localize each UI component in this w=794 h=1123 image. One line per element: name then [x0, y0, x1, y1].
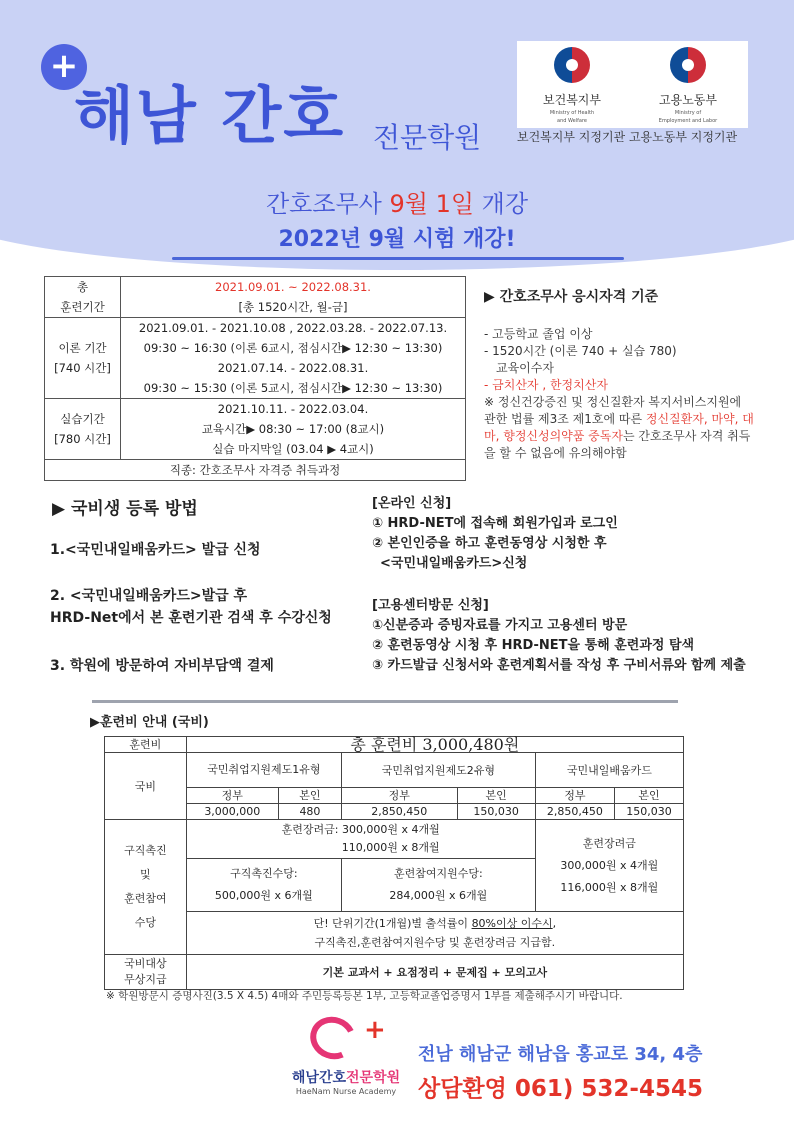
logo2-english-1: Ministry of: [674, 110, 702, 116]
theory-time-2: 09:30 ~ 15:30 (이론 5교시, 점심시간▶ 12:30 ~ 13:30): [143, 381, 443, 395]
logo-name-part: 전문학원: [346, 1070, 401, 1086]
training-allowance: [341, 859, 535, 912]
address: 전남 해남군 해남읍 홍교로 34, 4층: [418, 1044, 703, 1065]
theory-period-label: [45, 318, 121, 399]
online-item: <국민내일배움카드>신청: [380, 556, 528, 571]
qualification-item: - 고등학교 졸업 이상: [484, 327, 593, 341]
fee-title: ▶훈련비 안내 (국비): [90, 715, 209, 730]
label-line: 구직촉진: [124, 844, 167, 857]
logo2-english-2: Employment and Labor: [658, 118, 718, 124]
qualification-item: 교육이수자: [496, 361, 554, 375]
gov-header: 정부: [535, 788, 614, 804]
allowance-line: 284,000원 x 6개월: [389, 889, 488, 902]
type3-self: 150,030: [615, 804, 684, 820]
fee-type-2: 국민취업지원제도2유형: [341, 753, 535, 788]
free-label: [105, 955, 187, 990]
gukbi-label: 국비: [105, 753, 187, 820]
qualification-note: 을 할 수 없음에 유의해야함: [484, 446, 627, 460]
cross-icon: +: [364, 1015, 386, 1045]
label-line: 및: [140, 868, 151, 881]
logo-english: HaeNam Nurse Academy: [295, 1087, 397, 1096]
qualification-list: [484, 326, 764, 462]
step-2-detail: HRD-Net에서 본 훈련기관 검색 후 수강신청: [50, 610, 332, 626]
phone-number: 상담환영 061) 532-4545: [418, 1076, 703, 1102]
label-line: 수당: [134, 916, 156, 929]
theory-period-cell: [121, 318, 466, 399]
logo1-korean: 보건복지부: [543, 93, 601, 107]
label-line: 훈련참여: [124, 892, 167, 905]
gov-header: 정부: [186, 788, 278, 804]
headline-date: 9월 1일: [389, 190, 475, 218]
registration-title: ▶ 국비생 등록 방법: [52, 499, 198, 519]
allowance-line: 구직촉진수당:: [230, 867, 298, 880]
online-item: ② 본인인증을 하고 훈련동영상 시청한 후: [372, 536, 607, 551]
schedule-table: [44, 276, 466, 481]
note-part: 는 간호조무사 자격 취득: [622, 429, 751, 443]
visit-item: ③ 카드발급 신청서와 훈련계획서를 작성 후 구비서류와 함께 제출: [372, 658, 746, 673]
plus-circle-icon: +: [41, 44, 87, 90]
qualification-item: - 금치산자 , 한정치산자: [484, 378, 608, 392]
condition-part: 단! 단위기간(1개월)별 출석률이: [313, 917, 472, 930]
type2-self: 150,030: [457, 804, 535, 820]
academy-logo: [280, 1013, 412, 1103]
visit-note: ※ 학원방문시 증명사진(3.5 X 4.5) 4매와 주민등록등본 1부, 고등학교졸업증명서 1부를 제출해주시기 바랍니다.: [106, 990, 623, 1002]
opening-headline: [0, 186, 794, 222]
fee-table: [104, 736, 684, 990]
practice-period-label: [45, 399, 121, 460]
practice-period-cell: [121, 399, 466, 460]
ministry-logos: [517, 41, 748, 128]
online-application: [372, 494, 618, 574]
encouragement-right-cell: [535, 820, 683, 912]
online-title: [온라인 신청]: [372, 496, 452, 511]
theory-dates-1: 2021.09.01. - 2021.10.08 , 2022.03.28. - 2022.07.13.: [138, 321, 448, 335]
qualification-item: - 1520시간 (이론 740 + 실습 780): [484, 344, 677, 358]
logo-name: [280, 1067, 412, 1087]
practice-dates: 2021.10.11. - 2022.03.04.: [217, 402, 369, 416]
allowance-line: 500,000원 x 6개월: [214, 889, 313, 902]
fee-type-1: 국민취업지원제도1유형: [186, 753, 341, 788]
logo-name-part: 해남간호: [291, 1070, 346, 1086]
logo2-korean: 고용노동부: [659, 93, 717, 107]
encouragement-line-2: 110,000원 x 8개월: [341, 841, 440, 854]
section-divider: [92, 700, 678, 703]
section-divider: [172, 257, 624, 260]
ministry-labor-logo: [643, 47, 733, 124]
visit-title: [고용센터방문 신청]: [372, 598, 489, 613]
encouragement-line-1: 훈련장려금: 300,000원 x 4개월: [281, 823, 440, 836]
right-line: 116,000원 x 8개월: [560, 880, 659, 894]
job-category: 직종: 간호조무사 자격증 취득과정: [45, 460, 466, 481]
label-line: 무상지급: [124, 973, 167, 986]
total-hours: [총 1520시간, 월-금]: [238, 300, 348, 314]
total-period-cell: [121, 277, 466, 318]
fee-label: 훈련비: [105, 737, 187, 753]
note-part-red: 마, 향정신성의약품 중독자: [484, 429, 623, 443]
self-header: 본인: [615, 788, 684, 804]
qualification-note: ※ 정신건강증진 및 정신질환자 복지서비스지원에: [484, 395, 742, 409]
practice-last-day: 실습 마지막일 (03.04 ▶ 4교시): [212, 442, 374, 456]
note-part: 관한 법률 제3조 제1호에 따른: [484, 412, 646, 426]
gov-header: 정부: [341, 788, 457, 804]
visit-item: ② 훈련동영상 시청 후 HRD-NET을 통해 훈련과정 탐색: [372, 638, 695, 653]
right-line: 훈련장려금: [582, 836, 636, 850]
qualification-note: [484, 428, 764, 445]
allowance-line: 훈련참여지원수당:: [393, 867, 483, 880]
label-line: 훈련기간: [60, 300, 105, 314]
ministry-health-logo: [527, 47, 617, 124]
label-line: 이론 기간: [58, 341, 107, 355]
label-line: [780 시간]: [54, 432, 111, 446]
job-seeking-allowance: [186, 859, 341, 912]
theory-dates-2: 2021.07.14. - 2022.08.31.: [217, 361, 369, 375]
allowance-label: [105, 820, 187, 955]
note-part-red: 정신질환자, 마약, 대: [645, 412, 754, 426]
practice-time: 교육시간▶ 08:30 ~ 17:00 (8교시): [201, 422, 385, 436]
visit-item: ①신분증과 증빙자료를 가지고 고용센터 방문: [372, 618, 628, 633]
step-2: 2. <국민내일배움카드>발급 후: [50, 588, 248, 604]
designated-agencies: 보건복지부 지정기관 고용노동부 지정기관: [517, 130, 738, 144]
academy-subtitle: 전문학원: [373, 121, 482, 154]
label-line: 국비대상: [124, 957, 167, 970]
qualification-title: ▶ 간호조무사 응시자격 기준: [484, 289, 659, 305]
label-line: 실습기간: [60, 412, 105, 426]
fee-type-3: 국민내일배움카드: [535, 753, 683, 788]
type2-gov: 2,850,450: [341, 804, 457, 820]
encouragement-cell: [186, 820, 535, 859]
type1-gov: 3,000,000: [186, 804, 278, 820]
theory-time-1: 09:30 ~ 16:30 (이론 6교시, 점심시간▶ 12:30 ~ 13:30): [143, 341, 443, 355]
right-line: 300,000원 x 4개월: [560, 858, 659, 872]
taegeuk-emblem-icon: [670, 47, 706, 83]
type1-self: 480: [278, 804, 341, 820]
step-1: 1.<국민내일배움카드> 발급 신청: [50, 542, 261, 558]
label-line: 총: [76, 280, 89, 294]
type3-gov: 2,850,450: [535, 804, 614, 820]
qualification-note: [484, 411, 764, 428]
label-line: [740 시간]: [54, 361, 111, 375]
condition-line: [187, 914, 683, 933]
condition-line: 구직촉진,훈련참여지원수당 및 훈련장려금 지급함.: [314, 936, 556, 949]
headline-part-b: 개강: [474, 190, 529, 218]
swoosh-icon: [304, 1010, 362, 1065]
taegeuk-emblem-icon: [554, 47, 590, 83]
center-visit-application: [372, 596, 746, 676]
self-header: 본인: [278, 788, 341, 804]
condition-underlined: 80%이상 이수시: [471, 917, 553, 930]
total-period-label: [45, 277, 121, 318]
free-materials: 기본 교과서 + 요점정리 + 문제집 + 모의고사: [186, 955, 683, 990]
step-3: 3. 학원에 방문하여 자비부담액 결제: [50, 658, 274, 674]
exam-headline: 2022년 9월 시험 개강!: [278, 227, 516, 252]
academy-title: 해남 간호: [74, 79, 346, 152]
attendance-condition: [186, 912, 683, 955]
headline-part-a: 간호조무사: [265, 190, 390, 218]
condition-part: ,: [552, 917, 557, 930]
online-item: ① HRD-NET에 접속해 회원가입과 로그인: [372, 516, 618, 531]
self-header: 본인: [457, 788, 535, 804]
fee-total: 총 훈련비 3,000,480원: [186, 737, 683, 753]
logo1-english-1: Ministry of Health: [549, 110, 595, 116]
total-dates: 2021.09.01. ~ 2022.08.31.: [215, 280, 371, 294]
logo1-english-2: and Welfare: [557, 118, 587, 124]
